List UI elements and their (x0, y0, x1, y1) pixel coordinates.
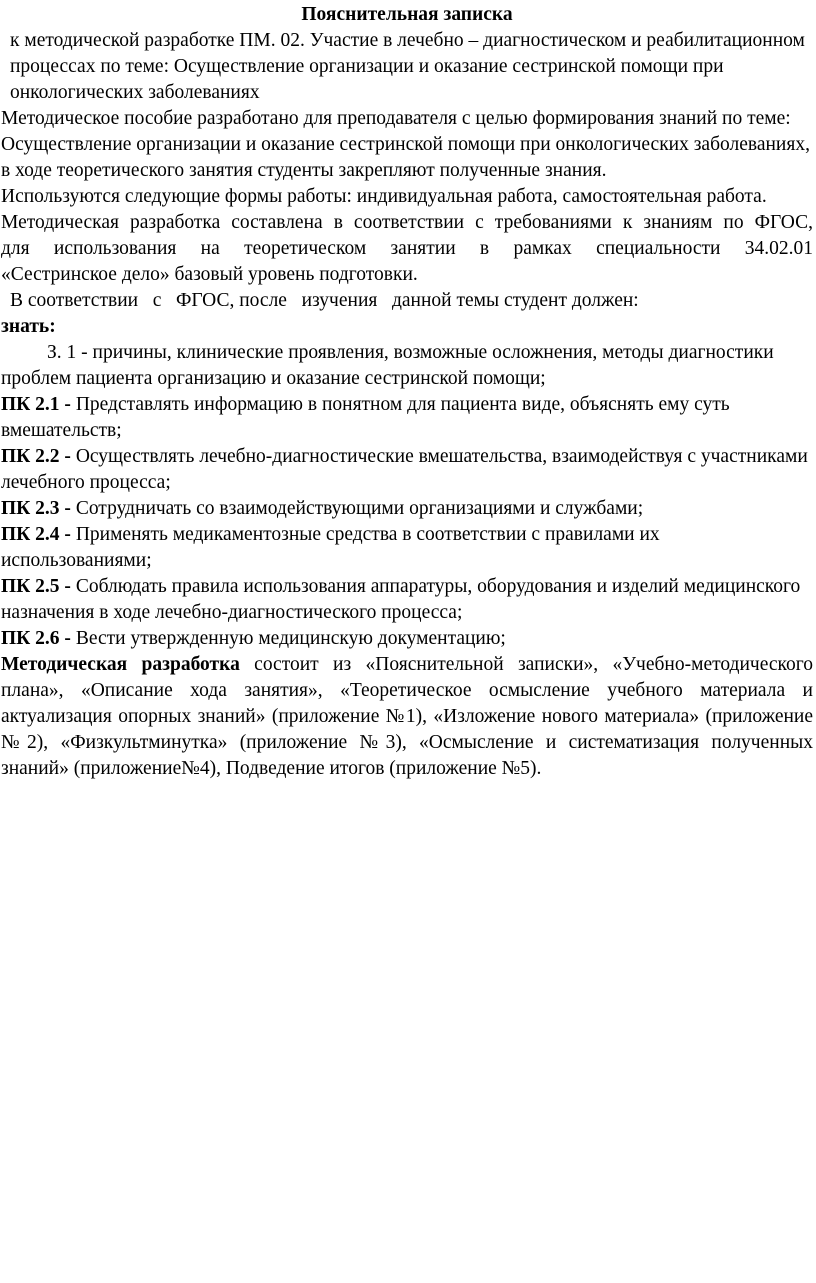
competency-item (1, 574, 813, 626)
competency-text: Осуществлять лечебно-диагностические вмешательства, взаимодействуя с участниками лечебного процесса; (1, 446, 808, 493)
competency-item (1, 496, 813, 522)
competency-text: Соблюдать правила использования аппаратуры, оборудования и изделий медицинского назначения в ходе лечебно-диагностического процесса; (1, 576, 801, 623)
compliance-line-3: «Сестринское дело» базовый уровень подготовки. (1, 264, 418, 285)
structure-paragraph (1, 652, 813, 782)
know-label (1, 314, 813, 340)
intro-paragraph: к методической разработке ПМ. 02. Участие в лечебно – диагностическом и реабилитационном процессах по теме: Осуществление организации и оказание сестринской помощи при онкологических заболеваниях (10, 30, 805, 103)
competency-code: ПК 2.3 - (1, 498, 71, 519)
competency-item (1, 444, 813, 496)
competency-code: ПК 2.2 - (1, 446, 71, 467)
competency-code: ПК 2.5 - (1, 576, 71, 597)
competency-text: Представлять информацию в понятном для пациента виде, объяснять ему суть вмешательств; (1, 394, 730, 441)
document-title: Пояснительная записка (301, 4, 513, 25)
compliance-line-2: для использования на теоретическом занятии в рамках специальности 34.02.01 (1, 238, 813, 259)
compliance-line-1: Методическая разработка составлена в соответствии с требованиями к знаниям по ФГОС, (1, 212, 813, 233)
document-page (1, 0, 813, 782)
purpose-paragraph: Методическое пособие разработано для преподавателя с целью формирования знаний по теме: Осуществление организации и оказание сестринской помощи при онкологических заболеваниях, в ходе теоретического занятия студенты закрепляют полученные знания. (1, 108, 810, 181)
z1-line-2: проблем пациента организацию и оказание сестринской помощи; (1, 368, 546, 389)
forms-paragraph: Используются следующие формы работы: индивидуальная работа, самостоятельная работа. (1, 186, 767, 207)
structure-label: Методическая разработка (1, 654, 240, 675)
structure-text: состоит из «Пояснительной записки», «Учебно-методического плана», «Описание хода занятия», «Теоретическое осмысление учебного материала и актуализация опорных знаний» (приложение №1), «Изложение нового материала» (приложение №2), «Физкультминутка» (приложение №3), «Осмысление и систематизация полученных знаний» (приложение№4), Подведение итогов (приложение №5). (1, 654, 814, 779)
fgos-paragraph: В соответствии с ФГОС, после изучения данной темы студент должен: (10, 290, 639, 311)
competency-text: Вести утвержденную медицинскую документацию; (70, 628, 506, 649)
competency-text: Применять медикаментозные средства в соответствии с правилами их использованиями; (1, 524, 660, 571)
competency-list (1, 392, 813, 652)
competency-code: ПК 2.4 - (1, 524, 71, 545)
know-label-text: знать: (1, 316, 56, 337)
competency-code: ПК 2.1 - (1, 394, 71, 415)
competency-text: Сотрудничать со взаимодействующими организациями и службами; (70, 498, 644, 519)
competency-item (1, 522, 813, 574)
z1-line-1: З. 1 - причины, клинические проявления, возможные осложнения, методы диагностики (47, 342, 774, 363)
competency-item (1, 392, 813, 444)
competency-code: ПК 2.6 - (1, 628, 71, 649)
competency-item (1, 626, 813, 652)
